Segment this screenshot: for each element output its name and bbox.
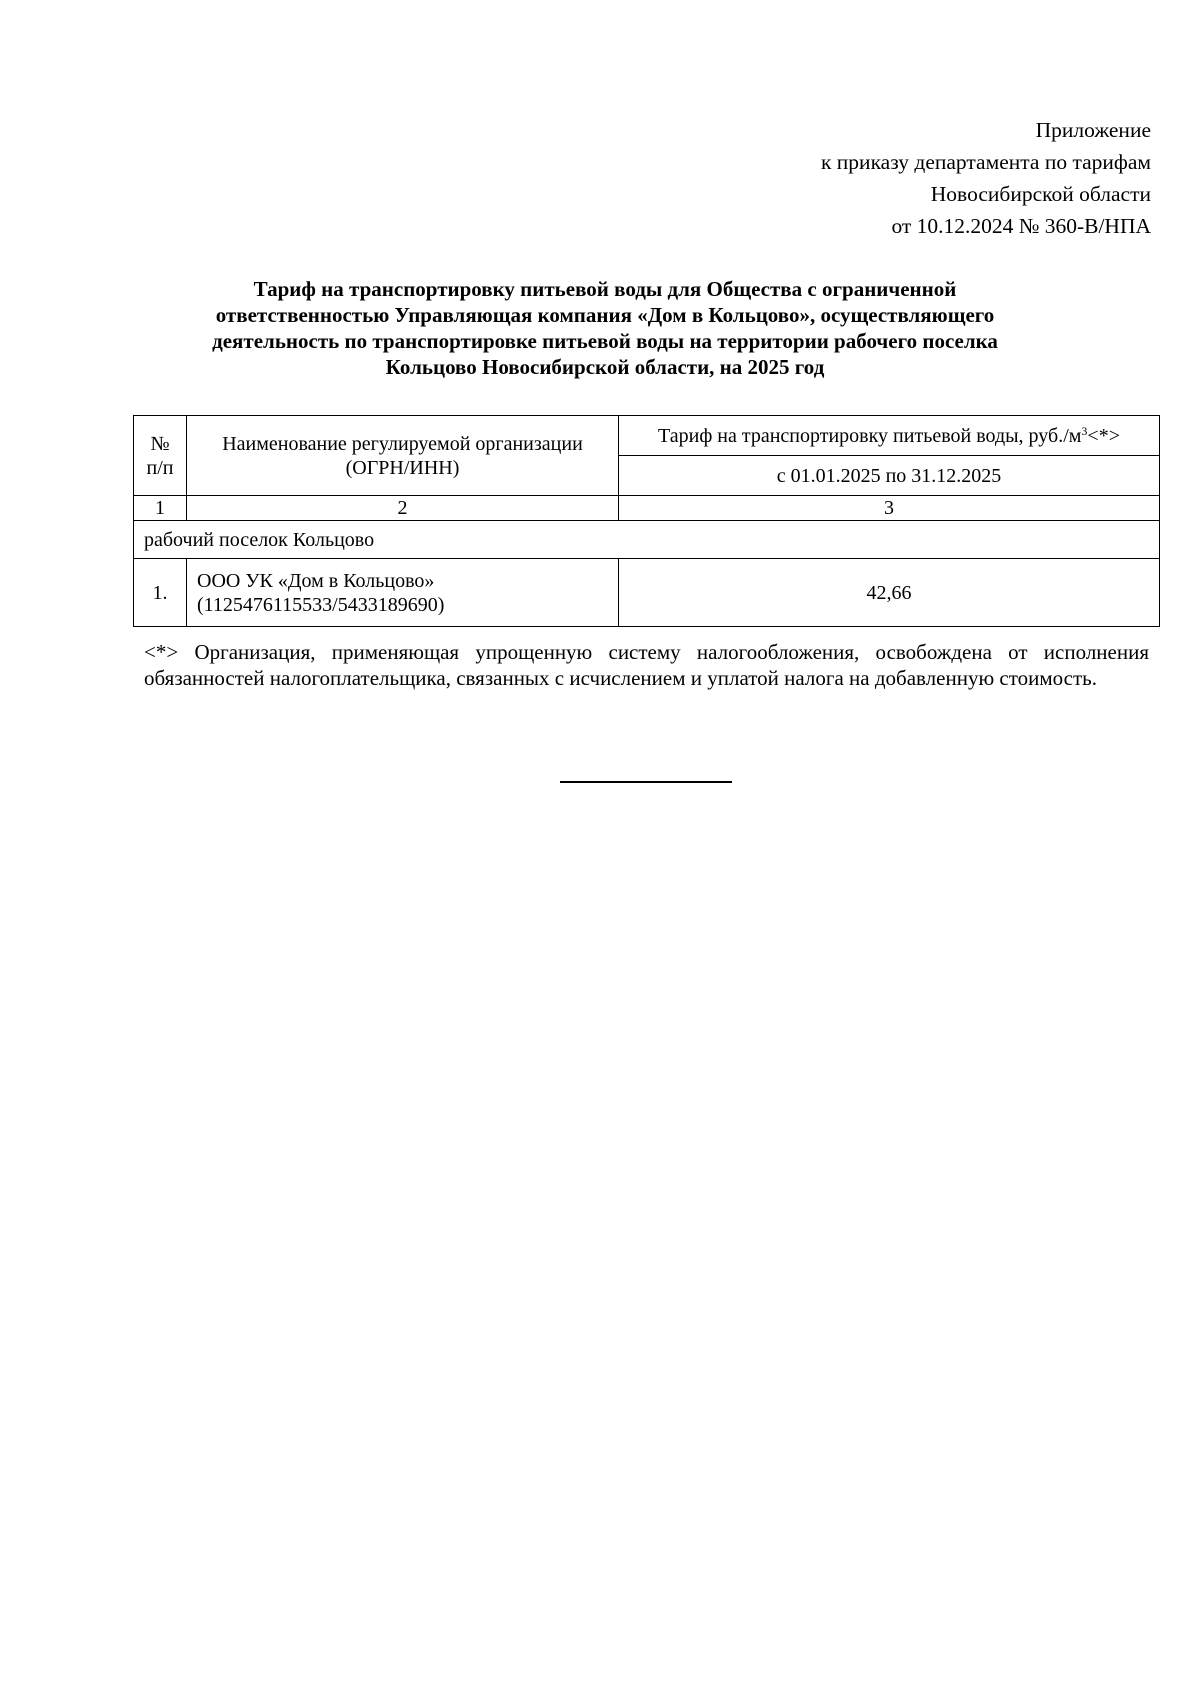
header-org-ids: (ОГРН/ИНН) bbox=[345, 456, 460, 479]
table-column-numbers-row bbox=[134, 496, 1160, 521]
row-organization bbox=[187, 559, 619, 627]
row-tariff-value: 42,66 bbox=[619, 559, 1160, 627]
column-number-1: 1 bbox=[134, 496, 187, 521]
section-title: рабочий поселок Кольцово bbox=[134, 521, 1160, 559]
table-row bbox=[134, 559, 1160, 627]
document-title bbox=[134, 276, 1076, 380]
header-tariff-footnote-mark: <*> bbox=[1087, 424, 1120, 447]
table-section-row bbox=[134, 521, 1160, 559]
row-org-ids: (1125476115533/5433189690) bbox=[197, 593, 445, 616]
column-number-3: 3 bbox=[619, 496, 1160, 521]
appendix-order-ref: к приказу департамента по тарифам bbox=[820, 150, 1151, 174]
appendix-region: Новосибирской области bbox=[930, 182, 1151, 206]
header-num bbox=[134, 416, 187, 496]
tariff-table bbox=[133, 415, 1160, 627]
header-num-symbol: № bbox=[150, 432, 170, 455]
header-period: с 01.01.2025 по 31.12.2025 bbox=[619, 456, 1160, 496]
header-tariff-title: Тариф на транспортировку питьевой воды, руб./м bbox=[658, 424, 1082, 447]
header-organization bbox=[187, 416, 619, 496]
row-org-name: ООО УК «Дом в Кольцово» bbox=[197, 569, 435, 592]
title-line-4: Кольцово Новосибирской области, на 2025 год bbox=[385, 355, 825, 379]
table-header-row bbox=[134, 416, 1160, 456]
appendix-label: Приложение bbox=[1035, 118, 1151, 142]
header-tariff bbox=[619, 416, 1160, 456]
title-line-2: ответственностью Управляющая компания «Дом в Кольцово», осуществляющего bbox=[215, 303, 995, 327]
column-number-2: 2 bbox=[187, 496, 619, 521]
footnote: <*> Организация, применяющая упрощенную систему налогообложения, освобождена от исполнения обязанностей налогоплательщика, связанных с исчислением и уплатой налога на добавленную стоимость. bbox=[144, 640, 1149, 690]
header-tariff-sup: 3 bbox=[1081, 423, 1088, 438]
title-line-1: Тариф на транспортировку питьевой воды для Общества с ограниченной bbox=[253, 277, 957, 301]
title-line-3: деятельность по транспортировке питьевой воды на территории рабочего поселка bbox=[212, 329, 998, 353]
separator-line bbox=[560, 781, 732, 783]
header-org-name: Наименование регулируемой организации bbox=[222, 432, 583, 455]
appendix-header bbox=[821, 114, 1151, 242]
header-num-label: п/п bbox=[146, 456, 174, 479]
row-num: 1. bbox=[134, 559, 187, 627]
appendix-order-date: от 10.12.2024 № 360-В/НПА bbox=[891, 214, 1151, 238]
